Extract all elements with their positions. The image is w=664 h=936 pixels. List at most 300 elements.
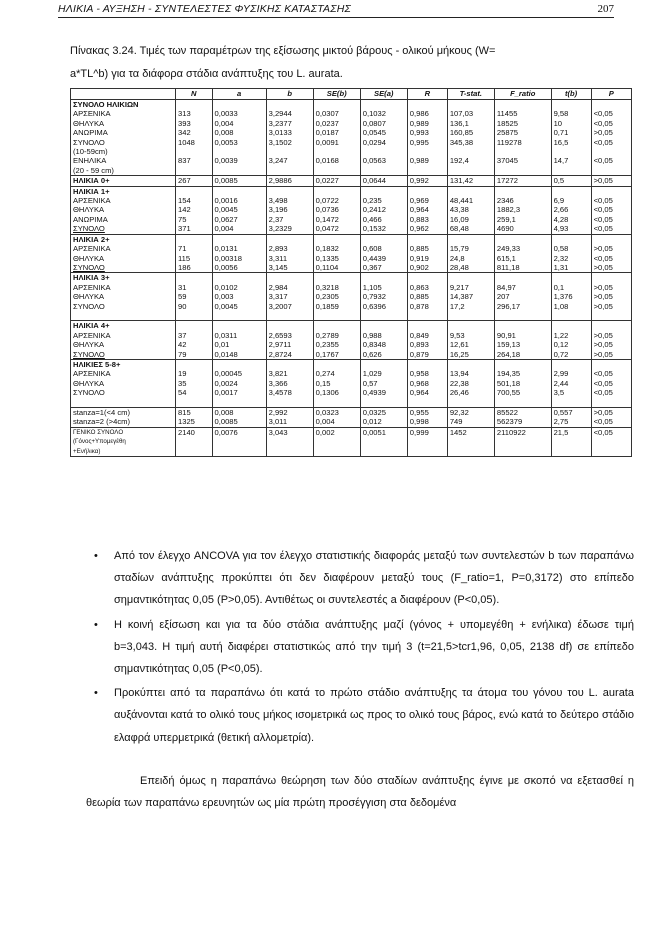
table-cell: 0,608 [360,244,407,253]
table-cell [447,447,494,457]
table-cell [212,273,266,283]
table-cell: 0,58 [551,244,591,253]
row-label: ΘΗΛΥΚΑ [71,254,176,263]
table-cell: 10 [551,119,591,128]
table-cell [494,166,551,176]
table-cell: 0,57 [360,379,407,388]
table-cell: 0,0807 [360,119,407,128]
table-cell: <0,05 [591,427,631,437]
table-row [71,331,632,340]
table-cell: 37045 [494,156,551,165]
table-cell: 84,97 [494,283,551,292]
table-cell: >0,05 [591,292,631,301]
table-cell: 14,387 [447,292,494,301]
table-cell [494,147,551,156]
table-row [71,138,632,147]
table-cell [407,100,447,110]
table-cell: <0,05 [591,379,631,388]
table-cell [212,234,266,244]
row-label: ΓΕΝΙΚΟ ΣΥΝΟΛΟ [71,427,176,437]
table-cell [313,166,360,176]
table-cell [407,437,447,446]
table-cell: 31 [176,283,213,292]
table-cell: 0,72 [551,350,591,360]
table-caption [70,40,618,86]
table-cell: 17272 [494,176,551,186]
table-cell: 194,35 [494,369,551,378]
table-cell: 0,002 [313,427,360,437]
table-cell [313,234,360,244]
table-cell [494,234,551,244]
table-cell [313,359,360,369]
table-cell [313,147,360,156]
table-cell: 3,821 [266,369,313,378]
table-cell: >0,05 [591,340,631,349]
table-cell: 0,0016 [212,196,266,205]
table-cell: 79 [176,350,213,360]
table-cell [551,147,591,156]
table-cell: 9,53 [447,331,494,340]
running-title: ΗΛΙΚΙΑ - ΑΥΞΗΣΗ - ΣΥΝΤΕΛΕΣΤΕΣ ΦΥΣΙΚΗΣ ΚΑΤΑΣΤΑΣΗΣ [58,3,352,15]
table-cell: 0,71 [551,128,591,137]
table-cell: 0,0017 [212,388,266,397]
table-cell: 393 [176,119,213,128]
table-cell: 3,043 [266,427,313,437]
table-cell [266,447,313,457]
column-header: SE(b) [313,89,360,100]
table-cell: 0,00318 [212,254,266,263]
row-label: ΑΡΣΕΝΙΚΑ [71,244,176,253]
table-row [71,147,632,156]
table-cell: 0,0131 [212,244,266,253]
table-cell: 26,46 [447,388,494,397]
table-cell: 3,2944 [266,109,313,118]
row-label: ΣΥΝΟΛΟ [71,388,176,397]
table-cell: <0,05 [591,254,631,263]
table-cell: 17,2 [447,302,494,311]
table-cell [176,186,213,196]
table-cell [591,437,631,446]
table-cell [447,234,494,244]
table-cell: 0,1032 [360,109,407,118]
table-cell: 2,6593 [266,331,313,340]
row-label: ΘΗΛΥΚΑ [71,379,176,388]
table-row [71,119,632,128]
table-cell: >0,05 [591,283,631,292]
table-cell: 24,8 [447,254,494,263]
table-cell: 35 [176,379,213,388]
table-cell: 1,31 [551,263,591,273]
table-cell: 0,0024 [212,379,266,388]
table-cell [360,234,407,244]
row-label: ΗΛΙΚΙΑ 1+ [71,186,176,196]
table-cell: 0,0085 [212,176,266,186]
table-row [71,100,632,110]
table-cell: 0,2305 [313,292,360,301]
table-cell: 0,0323 [313,407,360,417]
table-cell [551,166,591,176]
table-cell: 0,902 [407,263,447,273]
table-cell: 25875 [494,128,551,137]
table-cell: 54 [176,388,213,397]
table-cell [447,398,494,408]
table-cell: 371 [176,224,213,234]
table-cell: 4690 [494,224,551,234]
table-cell: 296,17 [494,302,551,311]
table-cell [447,273,494,283]
table-cell [176,447,213,457]
table-cell: 0,989 [407,119,447,128]
table-cell: 1,029 [360,369,407,378]
table-cell: 3,311 [266,254,313,263]
table-cell: 0,962 [407,224,447,234]
table-cell [176,321,213,331]
table-cell [407,273,447,283]
table-cell: 207 [494,292,551,301]
table-cell: 11455 [494,109,551,118]
table-cell: 0,955 [407,407,447,417]
table-cell: 2346 [494,196,551,205]
table-cell [591,186,631,196]
table-cell [313,321,360,331]
table-cell: 16,25 [447,350,494,360]
table-cell: 0,0563 [360,156,407,165]
table-row [71,292,632,301]
table-cell [313,273,360,283]
row-label: ΣΥΝΟΛΟ [71,138,176,147]
table-cell: 2,893 [266,244,313,253]
table-cell [176,234,213,244]
table-cell: 700,55 [494,388,551,397]
table-cell: 0,0307 [313,109,360,118]
table-cell: 342 [176,128,213,137]
table-row [71,417,632,427]
table-row [71,166,632,176]
row-label: +Ενήλικα) [71,447,176,457]
table-cell: <0,05 [591,417,631,427]
table-cell: >0,05 [591,244,631,253]
table-cell: 1048 [176,138,213,147]
row-label: ΑΝΩΡΙΜΑ [71,128,176,137]
column-header: a [212,89,266,100]
table-cell: 0,0736 [313,205,360,214]
table-cell [266,321,313,331]
table-cell [447,437,494,446]
table-cell: 0,0148 [212,350,266,360]
table-cell: 0,0045 [212,302,266,311]
table-cell: 2,32 [551,254,591,263]
row-label: ΑΝΩΡΙΜΑ [71,215,176,224]
table-cell: 3,011 [266,417,313,427]
table-cell [591,359,631,369]
table-cell [266,273,313,283]
table-cell: 160,85 [447,128,494,137]
table-row [71,128,632,137]
table-cell: <0,05 [591,369,631,378]
table-cell: 0,0085 [212,417,266,427]
table-cell: 0,0325 [360,407,407,417]
table-cell [407,359,447,369]
table-cell [551,447,591,457]
table-cell: 136,1 [447,119,494,128]
table-cell [212,398,266,408]
table-cell [212,166,266,176]
table-cell [266,398,313,408]
table-row [71,311,632,321]
bullet-list [86,545,634,751]
table-cell: 0,0294 [360,138,407,147]
table-cell: 0,0039 [212,156,266,165]
table-cell: 0,0076 [212,427,266,437]
table-row [71,359,632,369]
row-label: (10-59cm) [71,147,176,156]
table-cell: 0,004 [212,224,266,234]
table-cell [447,100,494,110]
column-header: F_ratio [494,89,551,100]
table-cell [551,359,591,369]
table-cell [494,321,551,331]
table-cell: >0,05 [591,128,631,137]
table-cell: 142 [176,205,213,214]
table-cell [266,234,313,244]
row-label: ΘΗΛΥΚΑ [71,119,176,128]
table-cell: 0,008 [212,407,266,417]
table-cell [313,311,360,321]
table-cell: 3,4578 [266,388,313,397]
table-cell: 48,441 [447,196,494,205]
table-cell: <0,05 [591,109,631,118]
row-label: ΑΡΣΕΝΙΚΑ [71,331,176,340]
table-cell: 131,42 [447,176,494,186]
table-cell [551,186,591,196]
table-row [71,215,632,224]
table-cell [591,398,631,408]
table-cell: 2,99 [551,369,591,378]
table-row [71,447,632,457]
table-cell: 0,958 [407,369,447,378]
table-cell [212,447,266,457]
table-cell [176,100,213,110]
table-cell: 249,33 [494,244,551,253]
column-header: T-stat. [447,89,494,100]
table-cell: 0,0472 [313,224,360,234]
table-cell: 259,1 [494,215,551,224]
table-cell [407,166,447,176]
table-cell: 264,18 [494,350,551,360]
table-row [71,350,632,360]
table-cell: 0,0102 [212,283,266,292]
caption-line-1: Πίνακας 3.24. Τιμές των παραμέτρων της εξίσωσης μικτού βάρους - ολικού μήκους (W= [70,45,496,57]
table-row [71,156,632,165]
table-row [71,176,632,186]
row-label [71,311,176,321]
table-cell: 0,883 [407,215,447,224]
table-cell [591,166,631,176]
table-cell: 186 [176,263,213,273]
table-row [71,273,632,283]
body-paragraph: Επειδή όμως η παραπάνω θεώρηση των δύο σταδίων ανάπτυξης έγινε με σκοπό να εξετασθεί η θεωρία των παραπάνω ερευνητών ως μία πρώτη προσέγγιση στα δεδομένα [86,775,634,810]
column-header: R [407,89,447,100]
table-cell: 3,2329 [266,224,313,234]
table-cell: 0,466 [360,215,407,224]
table-cell: 0,992 [407,176,447,186]
table-cell: 0,885 [407,292,447,301]
table-cell [591,100,631,110]
table-cell: 18525 [494,119,551,128]
table-cell: 0,004 [212,119,266,128]
table-cell: 0,0033 [212,109,266,118]
table-cell: 2,992 [266,407,313,417]
table-cell: <0,05 [591,224,631,234]
column-header: SE(a) [360,89,407,100]
table-cell [407,447,447,457]
row-label: ΗΛΙΚΙΑ 2+ [71,234,176,244]
table-cell: 0,964 [407,388,447,397]
bullet-item [86,682,634,749]
row-label: (20 - 59 cm) [71,166,176,176]
table-cell [212,186,266,196]
table-row [71,437,632,446]
table-cell: 615,1 [494,254,551,263]
table-row [71,388,632,397]
table-cell [266,166,313,176]
table-cell: <0,05 [591,119,631,128]
bullet-text: Από τον έλεγχο ANCOVA για τον έλεγχο στατιστικής διαφοράς μεταξύ των συντελεστών b των παραπάνω σταδίων ανάπτυξης προκύπτει ότι δεν διαφέρουν μεταξύ τους (F_ratio=1, P=0,3172) στο επίπεδο σημαντικότητας 0,05 (P>0,05). Αντιθέτως οι συντελεστές a διαφέρουν (P<0,05). [114,550,634,607]
row-label: ΑΡΣΕΝΙΚΑ [71,369,176,378]
table-cell: 9,58 [551,109,591,118]
table-cell: 0,4939 [360,388,407,397]
table-row [71,427,632,437]
table-cell: 154 [176,196,213,205]
table-cell: 0,0627 [212,215,266,224]
column-header: t(b) [551,89,591,100]
table-header-row [71,89,632,100]
table-cell: 3,196 [266,205,313,214]
table-cell: 2,984 [266,283,313,292]
table-cell [591,447,631,457]
row-label: ΘΗΛΥΚΑ [71,292,176,301]
table-cell [176,359,213,369]
column-header: b [266,89,313,100]
table-cell [313,437,360,446]
table-cell: 0,988 [360,331,407,340]
table-row [71,407,632,417]
table-row [71,283,632,292]
table-cell [176,147,213,156]
table-cell: 3,2377 [266,119,313,128]
table-cell: 0,1104 [313,263,360,273]
column-header: N [176,89,213,100]
table-cell: 21,5 [551,427,591,437]
table-cell [591,273,631,283]
bullet-item [86,545,634,612]
table-cell: 0,12 [551,340,591,349]
table-cell [212,437,266,446]
table-cell: 0,849 [407,331,447,340]
table-cell [551,234,591,244]
table-cell [494,273,551,283]
table-cell [360,311,407,321]
table-cell: 0,8348 [360,340,407,349]
table-cell [212,311,266,321]
table-cell: 837 [176,156,213,165]
table-cell [313,398,360,408]
table-cell: 0,4439 [360,254,407,263]
table-cell: 1452 [447,427,494,437]
parameters-table [70,88,632,457]
table-cell: 2,44 [551,379,591,388]
table-cell: 3,498 [266,196,313,205]
table-cell [266,100,313,110]
table-cell: 0,0644 [360,176,407,186]
table-cell: >0,05 [591,176,631,186]
table-cell [176,398,213,408]
table-cell [407,186,447,196]
table-cell: 3,2007 [266,302,313,311]
table-cell [360,147,407,156]
table-cell [591,311,631,321]
table-cell: 13,94 [447,369,494,378]
table-cell: 0,2355 [313,340,360,349]
table-cell: 0,367 [360,263,407,273]
table-cell: 0,5 [551,176,591,186]
table-cell: 811,18 [494,263,551,273]
bullet-text: Προκύπτει από τα παραπάνω ότι κατά το πρώτο στάδιο ανάπτυξης τα άτομα του γόνου του L. aurata αυξάνονται κατά το ολικό τους μήκος ισομετρικά ως προς το ολικό τους βάρος, ενώ κατά το δεύτερο στάδιο ελαφρά υπερμετρικά (θετική αλλομετρία). [114,687,634,744]
row-label: ΕΝΗΛΙΚΑ [71,156,176,165]
table-cell: 15,79 [447,244,494,253]
table-cell [407,147,447,156]
table-cell [266,147,313,156]
table-cell: 16,5 [551,138,591,147]
row-label: ΣΥΝΟΛΟ ΗΛΙΚΙΩΝ [71,100,176,110]
table-cell [176,437,213,446]
table-cell [447,186,494,196]
table-cell: 9,217 [447,283,494,292]
table-cell: 0,7932 [360,292,407,301]
page-number: 207 [597,3,614,15]
table-cell: 119278 [494,138,551,147]
table-cell: >0,05 [591,263,631,273]
row-label: (Γόνος+Υπομεγέθη [71,437,176,446]
table-cell: 2110922 [494,427,551,437]
table-cell: 0,879 [407,350,447,360]
bullet-text: Η κοινή εξίσωση και για τα δύο στάδια ανάπτυξης μαζί (γόνος + υπομεγέθη + ενήλικα) έδωσε τιμή b=3,043. Η τιμή αυτή διαφέρει στατιστικώς από την τιμή 3 (t=21,5>tcr1,96, 0,05, 2138 df) σε επίπεδο σημαντικότητας 0,05 (P<0,05). [114,618,634,676]
table-row [71,186,632,196]
table-cell [551,398,591,408]
table-cell: 749 [447,417,494,427]
table-cell [360,398,407,408]
table-cell: 0,986 [407,109,447,118]
table-cell [551,100,591,110]
table-cell [266,311,313,321]
table-cell [360,447,407,457]
table-cell: 1,376 [551,292,591,301]
table-cell: 22,38 [447,379,494,388]
table-cell: 68,48 [447,224,494,234]
table-cell: 3,0133 [266,128,313,137]
table-cell: 2,9711 [266,340,313,349]
table-cell [591,234,631,244]
table-cell [447,359,494,369]
table-cell: <0,05 [591,196,631,205]
table-cell [176,273,213,283]
table-cell [591,147,631,156]
table-cell: >0,05 [591,407,631,417]
table-cell: <0,05 [591,138,631,147]
table-cell [551,311,591,321]
table-row [71,302,632,311]
table-cell [494,398,551,408]
